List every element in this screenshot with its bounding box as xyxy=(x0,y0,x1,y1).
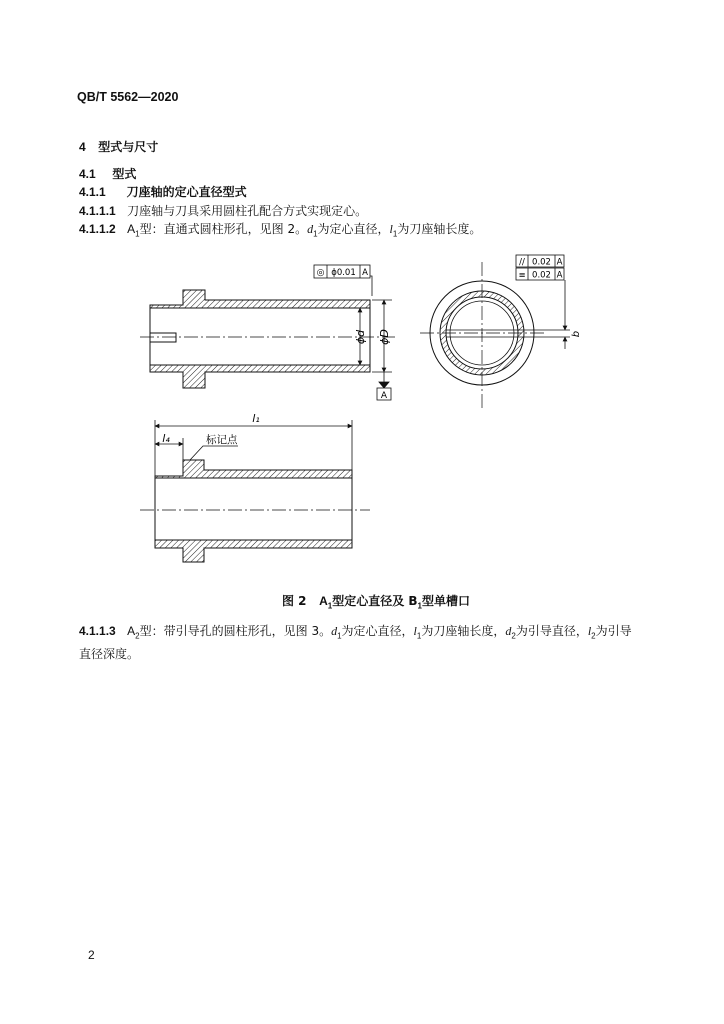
end-view xyxy=(420,262,570,408)
caption-type-a: A xyxy=(319,594,328,608)
symbol-subscript: 1 xyxy=(313,229,318,239)
clause-text: 为刀座轴长度， xyxy=(421,624,506,638)
tolerance-value: 0.02 xyxy=(532,270,551,281)
section-title: 刀座轴的定心直径型式 xyxy=(126,185,247,199)
section-title: 型式与尺寸 xyxy=(98,140,159,154)
symbol-l: l xyxy=(587,624,592,638)
figure-2-caption xyxy=(282,592,470,610)
tolerance-frame-symmetry xyxy=(516,268,564,281)
caption-text: 型定心直径及 B xyxy=(332,594,418,608)
dim-l4-label: l₄ xyxy=(162,432,170,445)
symmetry-icon: ≡ xyxy=(518,270,526,281)
dim-D-label: ϕD xyxy=(378,329,391,345)
coaxiality-icon: ◎ xyxy=(316,268,325,278)
clause-number: 4.1.1.2 xyxy=(79,222,116,236)
symbol-d: d xyxy=(331,624,338,638)
tolerance-value: ϕ0.01 xyxy=(331,268,356,278)
caption-number: 图 2 xyxy=(282,594,307,608)
clause-text: 刀座轴与刀具采用圆柱孔配合方式实现定心。 xyxy=(127,204,368,218)
symbol-d: d xyxy=(307,222,314,236)
parallelism-icon: // xyxy=(519,257,525,268)
clause-text: 型：带引导孔的圆柱形孔，见图 3。 xyxy=(139,624,332,638)
clause-text: 为定心直径， xyxy=(341,624,414,638)
symbol-subscript: 2 xyxy=(591,631,596,641)
clause-text: 为定心直径， xyxy=(317,222,390,236)
mark-point-label: 标记点 xyxy=(206,434,238,446)
tolerance-datum: A xyxy=(556,270,563,281)
symbol-subscript: 2 xyxy=(511,631,516,641)
symbol-subscript: 1 xyxy=(416,631,422,641)
clause-text: 型：直通式圆柱形孔，见图 2。 xyxy=(139,222,308,236)
dim-b-label: b xyxy=(571,330,582,338)
symbol-l: l xyxy=(413,624,417,638)
clause-text: 为引导直径深度。 xyxy=(79,624,632,662)
page-number: 2 xyxy=(88,948,95,962)
clause-number: 4.1.1.1 xyxy=(79,204,116,218)
caption-subscript: 1 xyxy=(327,601,333,611)
section-title: 型式 xyxy=(112,167,137,181)
section-number: 4 xyxy=(79,140,86,154)
section-number: 4.1 xyxy=(79,167,96,181)
clause-number: 4.1.1.3 xyxy=(79,624,116,638)
type-letter: A xyxy=(127,624,136,638)
symbol-subscript: 1 xyxy=(392,229,398,239)
type-letter: A xyxy=(127,222,136,236)
mark-point-leader xyxy=(190,446,238,460)
clause-text: 为刀座轴长度。 xyxy=(397,222,482,236)
tolerance-frame-parallelism xyxy=(516,255,564,268)
standard-number: QB/T 5562—2020 xyxy=(77,90,179,104)
datum-label: A xyxy=(380,391,388,401)
caption-subscript: 1 xyxy=(417,601,422,611)
tolerance-frame-coaxiality xyxy=(314,265,370,278)
tolerance-datum: A xyxy=(362,268,368,278)
clause-4-1-1-3 xyxy=(79,622,639,664)
caption-text: 型单槽口 xyxy=(421,594,470,608)
type-subscript: 2 xyxy=(135,631,140,641)
dim-d-label: ϕd xyxy=(354,329,367,345)
section-number: 4.1.1 xyxy=(79,185,106,199)
clause-text: 为引导直径， xyxy=(515,624,588,638)
tolerance-value: 0.02 xyxy=(532,257,551,268)
tolerance-datum: A xyxy=(556,257,563,268)
dim-l1-label: l₁ xyxy=(252,412,260,425)
symbol-subscript: 1 xyxy=(337,631,342,641)
shaft-section-bottom xyxy=(140,460,370,562)
type-subscript: 1 xyxy=(135,229,140,239)
symbol-d: d xyxy=(505,624,512,638)
symbol-l: l xyxy=(389,222,393,236)
